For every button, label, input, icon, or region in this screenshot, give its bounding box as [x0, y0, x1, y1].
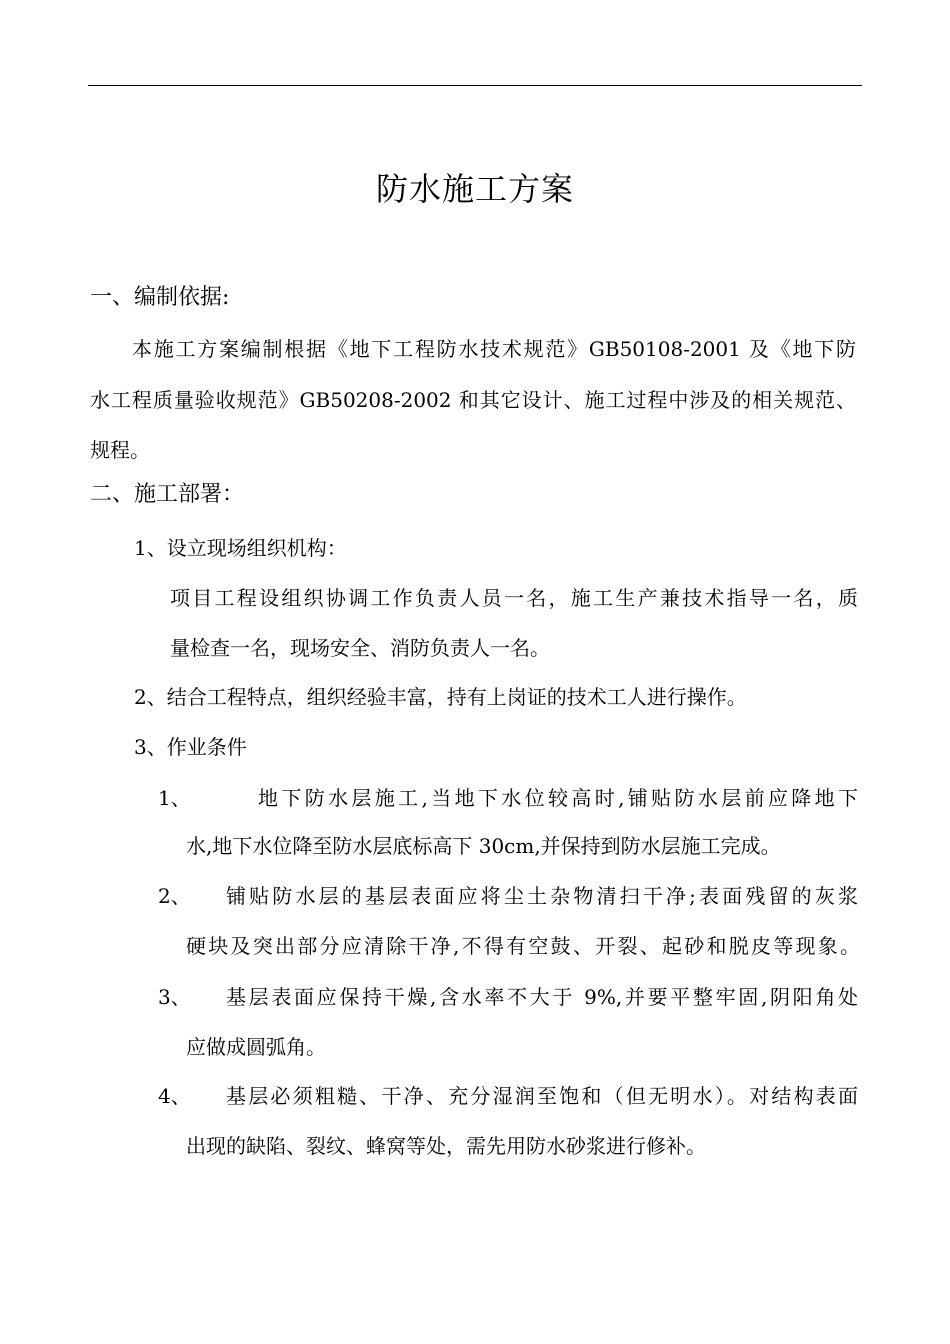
subitem-line: 硬块及突出部分应清除干净,不得有空鼓、开裂、起砂和脱皮等现象。 [186, 934, 860, 958]
section-heading: 二、施工部署： [90, 482, 245, 507]
subitem-line: 水,地下水位降至防水层底标高下 30cm,并保持到防水层施工完成。 [186, 834, 781, 858]
subitem-line: 基层必须粗糙、干净、充分湿润至饱和（但无明水）。对结构表面 [226, 1084, 858, 1108]
paragraph-line: 本施工方案编制根据《地下工程防水技术规范》GB50108-2001 及《地下防 [132, 337, 856, 361]
paragraph-line: 规程。 [90, 438, 150, 462]
page-title: 防水施工方案 [375, 170, 574, 208]
subitem-number: 2、 [158, 884, 191, 908]
subitem-number: 1、 [158, 786, 191, 810]
list-item-label: 1、设立现场组织机构： [134, 536, 347, 560]
subitem-line: 铺贴防水层的基层表面应将尘土杂物清扫干净;表面残留的灰浆 [226, 884, 858, 908]
list-item-body-line: 量检查一名，现场安全、消防负责人一名。 [170, 636, 550, 660]
list-item-label: 2、结合工程特点，组织经验丰富，持有上岗证的技术工人进行操作。 [134, 685, 747, 709]
subitem-number: 4、 [158, 1084, 191, 1108]
subitem-line: 地下防水层施工,当地下水位较高时,铺贴防水层前应降地下 [258, 786, 858, 810]
subitem-line: 应做成圆弧角。 [186, 1035, 326, 1059]
paragraph-line: 水工程质量验收规范》GB50208-2002 和其它设计、施工过程中涉及的相关规范、 [90, 388, 856, 412]
section-heading: 一、编制依据: [90, 285, 230, 310]
subitem-line: 基层表面应保持干燥,含水率不大于 9%,并要平整牢固,阴阳角处 [226, 985, 858, 1009]
subitem-line: 出现的缺陷、裂纹、蜂窝等处，需先用防水砂浆进行修补。 [186, 1134, 706, 1158]
subitem-number: 3、 [158, 985, 191, 1009]
header-rule [88, 85, 862, 86]
list-item-body-line: 项目工程设组织协调工作负责人员一名，施工生产兼技术指导一名，质 [170, 586, 858, 610]
list-item-label: 3、作业条件 [134, 735, 247, 759]
